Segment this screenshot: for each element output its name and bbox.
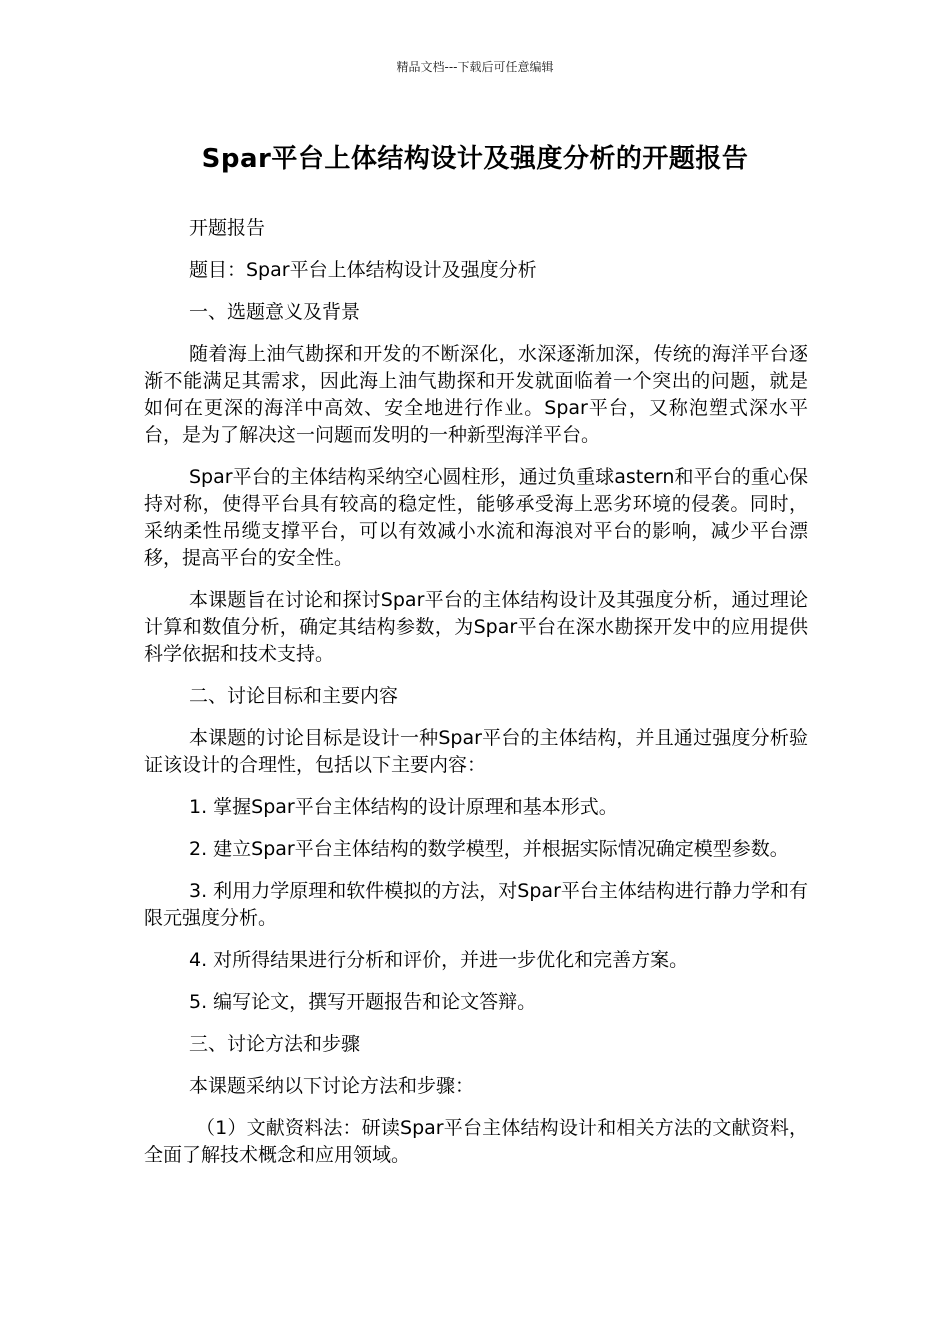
header-note: 精品文档---下载后可任意编辑 [396, 60, 554, 74]
section-heading-3: 三、讨论方法和步骤 [189, 1033, 361, 1055]
list-item-4: 4. 对所得结果进行分析和评价，并进一步优化和完善方案。 [189, 949, 689, 971]
document-body [144, 215, 808, 1184]
document-title: Spar平台上体结构设计及强度分析的开题报告 [201, 144, 749, 174]
paragraph-background-2: Spar平台的主体结构采纳空心圆柱形，通过负重球astern和平台的重心保持对称，使得平台具有较高的稳定性，能够承受海上恶劣环境的侵袭。同时，采纳柔性吊缆支撑平台，可以有效减小水流和海浪对平台的影响，减少平台漂移，提高平台的安全性。 [144, 466, 808, 569]
paragraph-goals-intro: 本课题的讨论目标是设计一种Spar平台的主体结构，并且通过强度分析验证该设计的合理性，包括以下主要内容： [144, 727, 808, 776]
paragraph-background-3: 本课题旨在讨论和探讨Spar平台的主体结构设计及其强度分析，通过理论计算和数值分析，确定其结构参数，为Spar平台在深水勘探开发中的应用提供科学依据和技术支持。 [144, 589, 808, 665]
report-label: 开题报告 [189, 217, 266, 239]
topic-line: 题目：Spar平台上体结构设计及强度分析 [189, 259, 537, 281]
section-heading-2: 二、讨论目标和主要内容 [189, 685, 399, 707]
method-item-1: （1）文献资料法：研读Spar平台主体结构设计和相关方法的文献资料，全面了解技术概念和应用领域。 [144, 1117, 808, 1166]
section-heading-1: 一、选题意义及背景 [189, 301, 361, 323]
list-item-2: 2. 建立Spar平台主体结构的数学模型，并根据实际情况确定模型参数。 [189, 838, 789, 860]
list-item-3: 3. 利用力学原理和软件模拟的方法，对Spar平台主体结构进行静力学和有限元强度分析。 [144, 880, 808, 929]
list-item-1: 1. 掌握Spar平台主体结构的设计原理和基本形式。 [189, 796, 618, 818]
list-item-5: 5. 编写论文，撰写开题报告和论文答辩。 [189, 991, 537, 1013]
paragraph-background-1: 随着海上油气勘探和开发的不断深化，水深逐渐加深，传统的海洋平台逐渐不能满足其需求，因此海上油气勘探和开发就面临着一个突出的问题，就是如何在更深的海洋中高效、安全地进行作业。Spar平台，又称泡塑式深水平台，是为了解决这一问题而发明的一种新型海洋平台。 [144, 343, 808, 446]
paragraph-methods-intro: 本课题采纳以下讨论方法和步骤： [189, 1075, 475, 1097]
